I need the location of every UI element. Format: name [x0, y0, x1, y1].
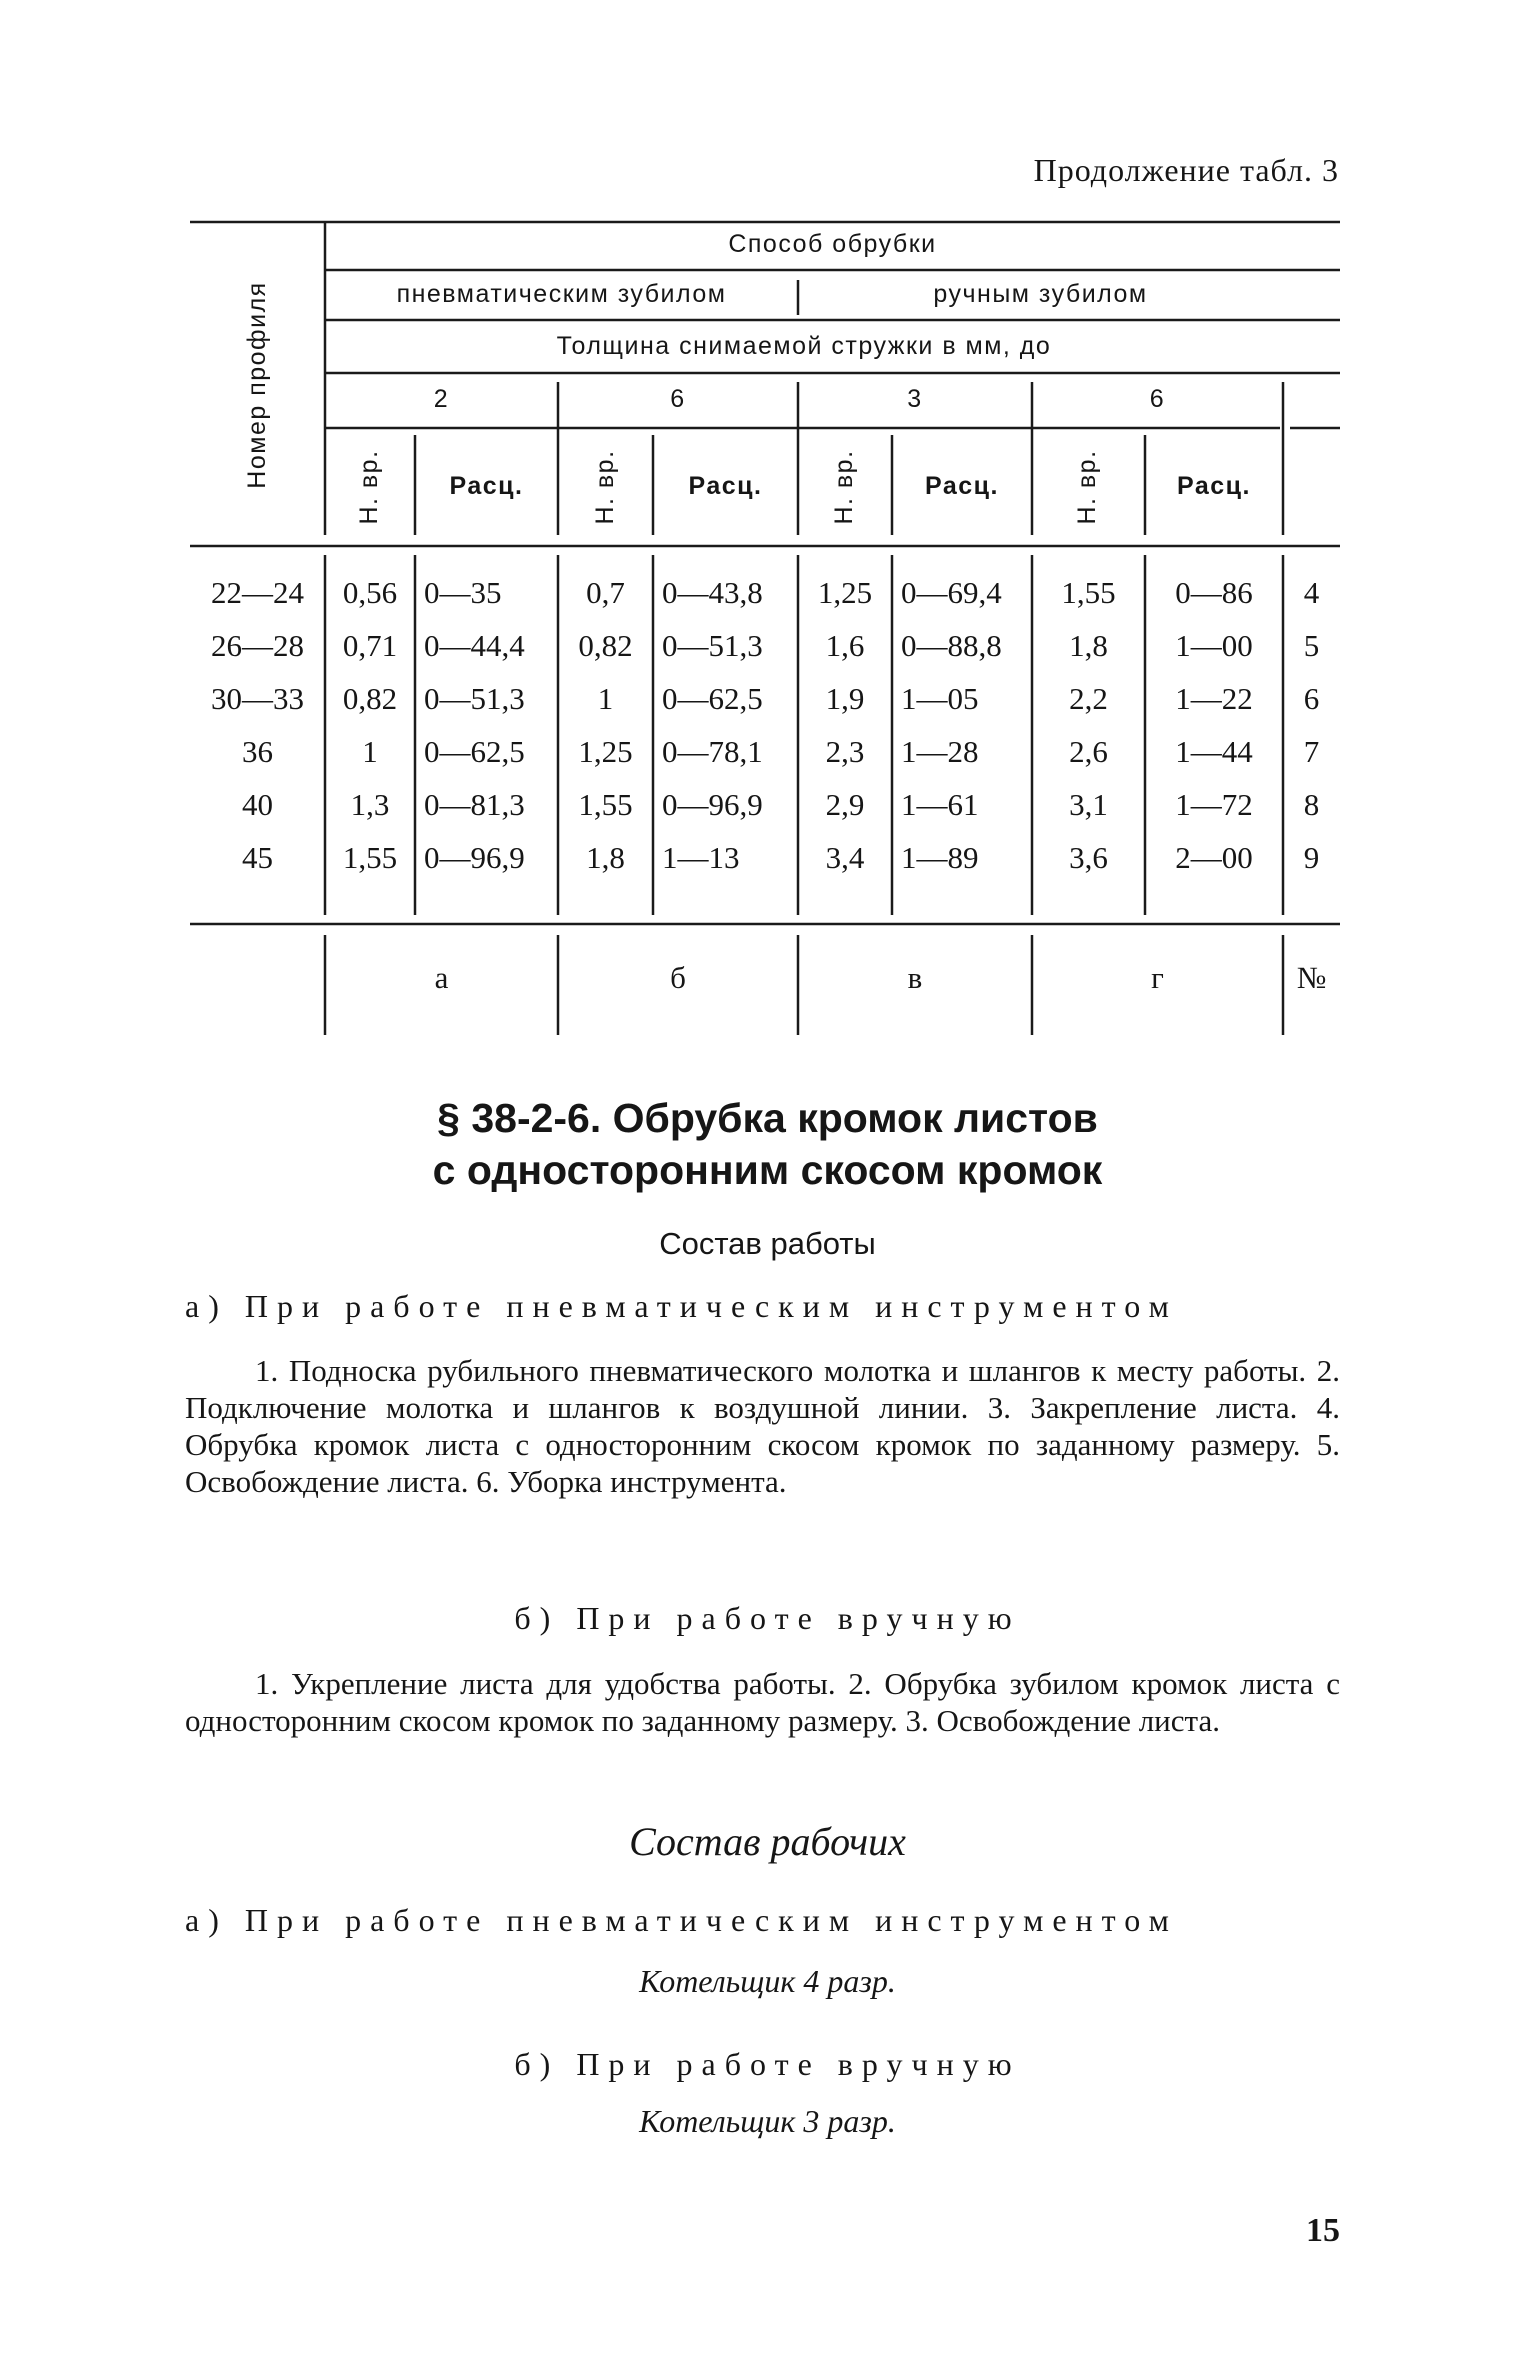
rate-cell: 0—81,3: [424, 787, 525, 822]
time-cell: 3,4: [825, 840, 865, 875]
rate-cell: 1—61: [901, 787, 979, 822]
workers-heading: Состав рабочих: [629, 1819, 906, 1864]
time-cell: 1,25: [578, 734, 633, 769]
time-cell: 3,1: [1069, 787, 1108, 822]
col-rate-header: Расц.: [925, 472, 999, 500]
time-cell: 3,6: [1069, 840, 1108, 875]
workers-pneumatic-heading: а) При работе пневматическим инструментом: [185, 1902, 1178, 1938]
col-rate-header: Расц.: [688, 472, 763, 500]
row-number-cell: 4: [1303, 575, 1320, 610]
profile-cell: 36: [242, 734, 273, 769]
work-heading: Состав работы: [659, 1226, 876, 1261]
profile-cell: 30—33: [211, 681, 304, 716]
rate-cell: 0—96,9: [662, 787, 763, 822]
time-cell: 2,6: [1069, 734, 1108, 769]
rate-cell: 0—35: [424, 575, 502, 610]
footer-letter: а: [434, 960, 449, 995]
row-number-cell: 7: [1303, 734, 1320, 769]
time-cell: 0,56: [342, 575, 398, 610]
time-cell: 0,82: [578, 628, 633, 663]
thickness-value: 6: [670, 385, 686, 413]
rates-table: [190, 220, 1340, 1040]
footer-letter: г: [1151, 960, 1164, 995]
profile-cell: 40: [242, 787, 273, 822]
time-cell: 1,55: [1061, 575, 1116, 610]
rate-cell: 0—96,9: [424, 840, 525, 875]
rate-cell: 0—43,8: [662, 575, 763, 610]
thickness-header: Толщина снимаемой стружки в мм, до: [556, 332, 1052, 360]
profile-cell: 22—24: [211, 575, 304, 610]
rate-cell: 1—44: [1175, 734, 1253, 769]
time-cell: 1,55: [578, 787, 633, 822]
manual-text: 1. Укрепление листа для удобства работы. 2. Обрубка зубилом кромок листа с односторонним скосом кромок по заданному размеру. 3. Освобождение листа.: [185, 1666, 1340, 1738]
col-rate-header: Расц.: [449, 472, 524, 500]
time-cell: 1,8: [1069, 628, 1108, 663]
footer-letter: б: [670, 960, 686, 995]
workers-manual-heading: б) При работе вручную: [514, 2046, 1021, 2082]
pneumatic-text: 1. Подноска рубильного пневматического молотка и шлангов к месту работы. 2. Подключение молотка и шлангов к воздушной линии. 3. Закрепление листа. 4. Обрубка кромок листа с односторонним скосом кромок по заданному размеру. 5. Освобождение листа. 6. Уборка инструмента.: [185, 1353, 1340, 1499]
thickness-value: 6: [1149, 385, 1166, 413]
rate-cell: 0—51,3: [424, 681, 525, 716]
time-cell: 2,9: [825, 787, 865, 822]
time-cell: 1,3: [350, 787, 390, 822]
footer-letter: в: [907, 960, 923, 995]
profile-cell: 26—28: [211, 628, 304, 663]
rate-cell: 0—62,5: [424, 734, 525, 769]
footer-letter: №: [1296, 960, 1327, 995]
row-number-cell: 8: [1303, 787, 1320, 822]
rate-cell: 1—22: [1175, 681, 1253, 716]
time-cell: 1,9: [825, 681, 865, 716]
rate-cell: 1—28: [901, 734, 979, 769]
rate-cell: 1—05: [901, 681, 979, 716]
method-manual: ручным зубилом: [933, 280, 1148, 308]
col-time-header: Н. вр.: [1073, 449, 1101, 525]
thickness-value: 2: [433, 385, 450, 413]
manual-heading: б) При работе вручную: [514, 1600, 1021, 1636]
time-cell: 1,8: [586, 840, 625, 875]
continuation-label: Продолжение табл. 3: [1033, 152, 1339, 188]
time-cell: 1,25: [817, 575, 873, 610]
col-time-header: Н. вр.: [830, 449, 858, 525]
col-rate-header: Расц.: [1177, 472, 1251, 500]
page-number: 15: [1306, 2212, 1340, 2249]
time-cell: 2,3: [825, 734, 865, 769]
rate-cell: 0—69,4: [901, 575, 1002, 610]
profile-cell: 45: [242, 840, 273, 875]
rate-cell: 1—89: [901, 840, 979, 875]
row-number-cell: 6: [1303, 681, 1320, 716]
rate-cell: 2—00: [1175, 840, 1253, 875]
method-header: Способ обрубки: [728, 230, 937, 258]
method-pneumatic: пневматическим зубилом: [396, 280, 727, 308]
time-cell: 0,82: [342, 681, 398, 716]
rate-cell: 0—62,5: [662, 681, 763, 716]
rate-cell: 0—78,1: [662, 734, 763, 769]
rate-cell: 0—51,3: [662, 628, 763, 663]
time-cell: 1: [597, 681, 614, 716]
section-title-line2: с односторонним скосом кромок: [432, 1147, 1103, 1193]
time-cell: 1: [362, 734, 378, 769]
time-cell: 2,2: [1069, 681, 1108, 716]
profile-header: Номер профиля: [243, 281, 271, 489]
pneumatic-heading: а) При работе пневматическим инструментом: [185, 1288, 1178, 1324]
row-number-cell: 9: [1303, 840, 1320, 875]
rate-cell: 1—00: [1175, 628, 1253, 663]
rate-cell: 1—13: [662, 840, 740, 875]
col-time-header: Н. вр.: [591, 449, 619, 525]
workers-manual: Котельщик 3 разр.: [639, 2103, 896, 2139]
rate-cell: 0—86: [1175, 575, 1253, 610]
rate-cell: 0—44,4: [424, 628, 525, 663]
time-cell: 0,7: [586, 575, 625, 610]
workers-pneumatic: Котельщик 4 разр.: [639, 1963, 896, 1999]
col-time-header: Н. вр.: [355, 449, 383, 525]
time-cell: 0,71: [342, 628, 398, 663]
row-number-cell: 5: [1303, 628, 1320, 663]
time-cell: 1,55: [342, 840, 398, 875]
rate-cell: 0—88,8: [901, 628, 1002, 663]
thickness-value: 3: [907, 385, 923, 413]
time-cell: 1,6: [825, 628, 865, 663]
section-title-line1: § 38-2-6. Обрубка кромок листов: [437, 1095, 1098, 1141]
rate-cell: 1—72: [1175, 787, 1253, 822]
